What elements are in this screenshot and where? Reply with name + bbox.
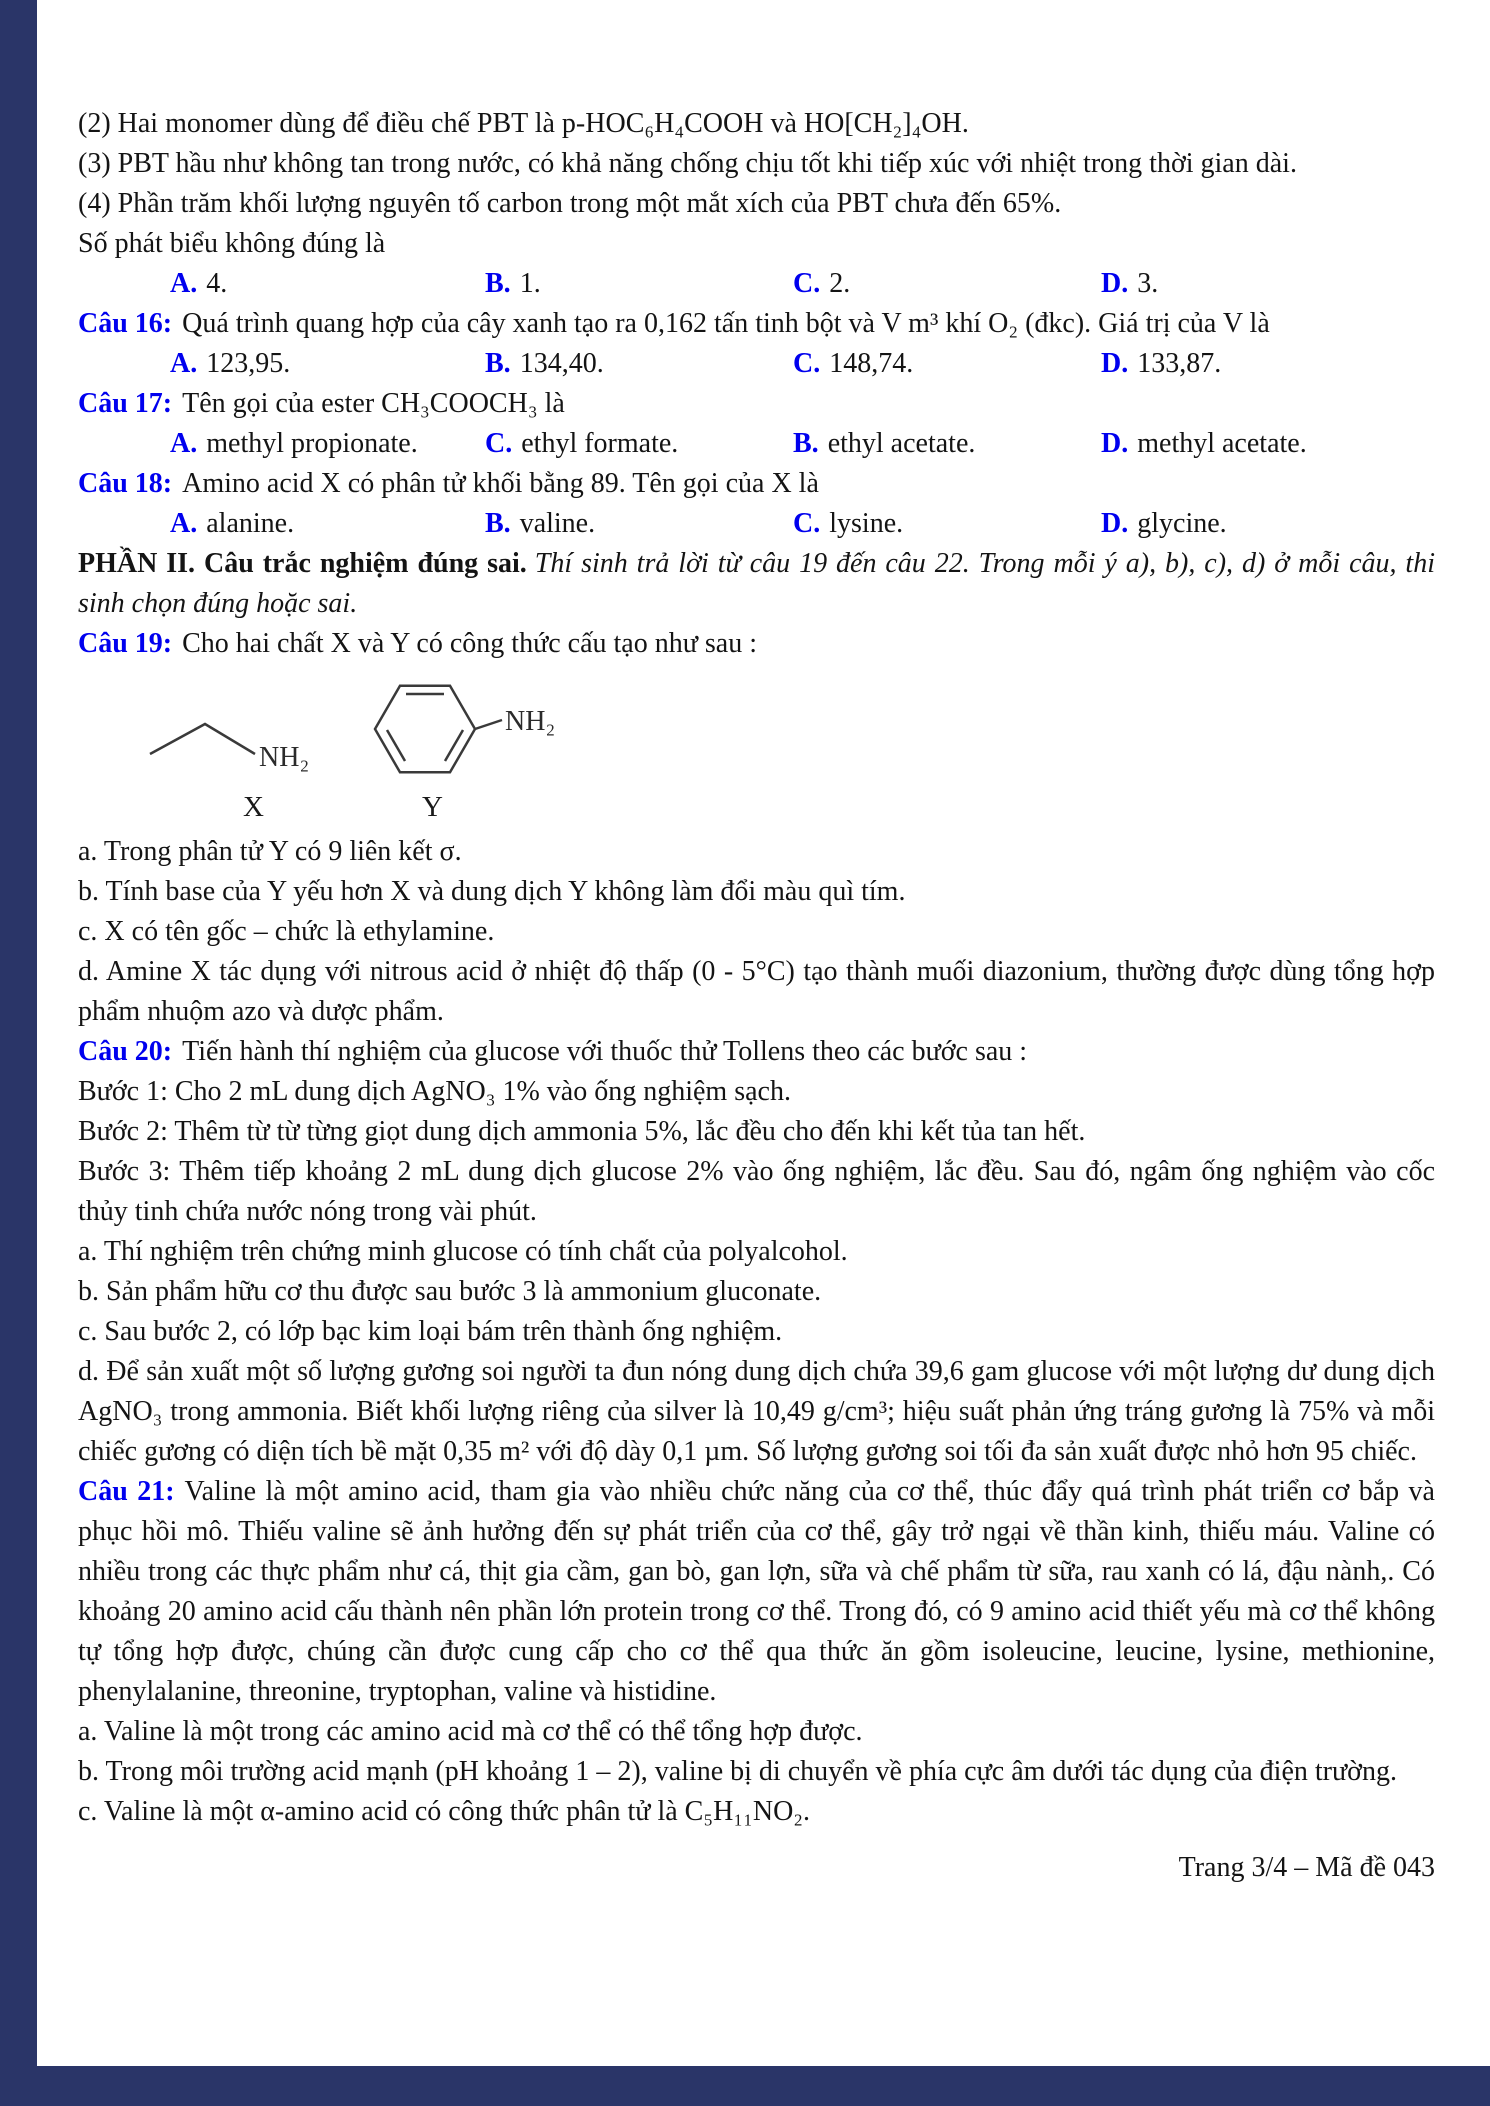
y-amine-group-label: NH₂ — [505, 706, 556, 737]
statement-4: (4) Phần trăm khối lượng nguyên tố carbon trong một mắt xích của PBT chưa đến 65%. — [78, 188, 1062, 219]
option-text: methyl acetate. — [1137, 428, 1307, 459]
statement-3: (3) PBT hầu như không tan trong nước, có khả năng chống chịu tốt khi tiếp xúc với nhiệt trong thời gian dài. — [78, 148, 1297, 179]
option-c — [793, 504, 1101, 544]
question-20-step-2: Bước 2: Thêm từ từ từng giọt dung dịch ammonia 5%, lắc đều cho đến khi kết tủa tan hết. — [78, 1116, 1086, 1147]
question-18-stem — [78, 464, 1435, 504]
option-letter: C. — [485, 428, 513, 459]
option-text: 1. — [519, 268, 541, 299]
x-label: X — [243, 791, 264, 823]
option-d — [1101, 424, 1435, 464]
option-text: ethyl acetate. — [827, 428, 976, 459]
question-15-stem: Số phát biểu không đúng là — [78, 228, 386, 259]
question-21-item-c: c. Valine là một α-amino acid có công thức phân tử là C₅H₁₁NO₂. — [78, 1796, 811, 1827]
question-17-text: Tên gọi của ester CH₃COOCH₃ là — [182, 388, 565, 419]
option-d — [1101, 504, 1435, 544]
question-17-options — [78, 424, 1435, 464]
question-20-step-3: Bước 3: Thêm tiếp khoảng 2 mL dung dịch glucose 2% vào ống nghiệm, lắc đều. Sau đó, ngâm ống nghiệm vào cốc thủy tinh chứa nước nóng trong vài phút. — [78, 1156, 1435, 1227]
question-18-options — [78, 504, 1435, 544]
option-a — [170, 504, 485, 544]
y-label: Y — [422, 791, 443, 823]
question-19-item-b: b. Tính base của Y yếu hơn X và dung dịch Y không làm đổi màu quì tím. — [78, 876, 906, 907]
question-19-item-d: d. Amine X tác dụng với nitrous acid ở nhiệt độ thấp (0 - 5°C) tạo thành muối diazonium, thường được dùng tổng hợp phẩm nhuộm azo và dược phẩm. — [78, 956, 1435, 1027]
option-text: 2. — [829, 268, 851, 299]
question-20-step-1: Bước 1: Cho 2 mL dung dịch AgNO₃ 1% vào ống nghiệm sạch. — [78, 1076, 791, 1107]
option-b — [485, 504, 793, 544]
option-a — [170, 344, 485, 384]
question-17-stem — [78, 384, 1435, 424]
option-b — [485, 344, 793, 384]
option-c — [793, 264, 1101, 304]
option-letter: B. — [485, 508, 511, 539]
question-16-options — [78, 344, 1435, 384]
page-footer: Trang 3/4 – Mã đề 043 — [1178, 1852, 1435, 1883]
option-letter: A. — [170, 268, 198, 299]
option-letter: C. — [793, 348, 821, 379]
question-21-text: Valine là một amino acid, tham gia vào nhiều chức năng của cơ thể, thúc đẩy quá trình phát triển cơ bắp và phục hồi mô. Thiếu valine sẽ ảnh hưởng đến sự phát triển của cơ thể, gây trở ngại về thần kinh, thiếu máu. Valine có nhiều trong các thực phẩm như cá, thịt gia cầm, gan bò, gan lợn, sữa và chế phẩm từ sữa, rau xanh có lá, đậu nành,. Có khoảng 20 amino acid cấu thành nên phần lớn protein trong cơ thể. Trong đó, có 9 amino acid thiết yếu mà cơ thể không tự tổng hợp được, chúng cần được cung cấp cho cơ thể qua thức ăn gồm isoleucine, leucine, lysine, methionine, phenylalanine, threonine, tryptophan, valine và histidine. — [78, 1476, 1435, 1707]
option-text: 133,87. — [1137, 348, 1222, 379]
option-letter: C. — [793, 268, 821, 299]
question-16-label: Câu 16: — [78, 308, 173, 339]
option-letter: D. — [1101, 428, 1129, 459]
option-letter: B. — [485, 348, 511, 379]
option-text: lysine. — [829, 508, 904, 539]
molecule-x-diagram — [150, 724, 309, 823]
molecule-y-diagram — [375, 686, 555, 823]
option-a — [170, 264, 485, 304]
option-letter: A. — [170, 348, 198, 379]
option-text: 148,74. — [829, 348, 914, 379]
question-18-text: Amino acid X có phân tử khối bằng 89. Tên gọi của X là — [182, 468, 819, 499]
option-text: ethyl formate. — [521, 428, 679, 459]
option-letter: C. — [793, 508, 821, 539]
option-text: methyl propionate. — [206, 428, 418, 459]
option-d — [1101, 264, 1435, 304]
option-letter: D. — [1101, 348, 1129, 379]
part2-instruction: Thí sinh trả lời từ câu 19 đến câu 22. Trong mỗi ý a), b), c), d) ở mỗi câu, thi sinh chọn đúng hoặc sai. — [78, 548, 1435, 619]
statement-2: (2) Hai monomer dùng để điều chế PBT là p-HOC₆H₄COOH và HO[CH₂]₄OH. — [78, 108, 969, 139]
option-text: 3. — [1137, 268, 1159, 299]
part2-heading — [78, 544, 1435, 624]
option-letter: A. — [170, 428, 198, 459]
question-19-stem — [78, 624, 1435, 664]
question-17-label: Câu 17: — [78, 388, 173, 419]
option-d — [1101, 344, 1435, 384]
question-15-options — [78, 264, 1435, 304]
option-a — [170, 424, 485, 464]
question-18-label: Câu 18: — [78, 468, 173, 499]
question-19-text: Cho hai chất X và Y có công thức cấu tạo như sau : — [182, 628, 758, 659]
question-16-text: Quá trình quang hợp của cây xanh tạo ra 0,162 tấn tinh bột và V m³ khí O₂ (đkc). Giá trị của V là — [182, 308, 1270, 339]
option-c — [793, 344, 1101, 384]
bottom-edge-bar — [0, 2066, 1490, 2106]
question-21-stem — [78, 1472, 1435, 1712]
question-21-label: Câu 21: — [78, 1476, 175, 1507]
option-letter: D. — [1101, 508, 1129, 539]
question-20-item-b: b. Sản phẩm hữu cơ thu được sau bước 3 là ammonium gluconate. — [78, 1276, 822, 1307]
question-19-structures — [78, 664, 1435, 832]
question-21-item-b: b. Trong môi trường acid mạnh (pH khoảng 1 – 2), valine bị di chuyển về phía cực âm dưới tác dụng của điện trường. — [78, 1756, 1397, 1787]
option-text: 134,40. — [519, 348, 604, 379]
option-c — [485, 424, 793, 464]
question-16-stem — [78, 304, 1435, 344]
x-amine-group-label: NH₂ — [259, 742, 310, 773]
option-letter: A. — [170, 508, 198, 539]
option-text: glycine. — [1137, 508, 1227, 539]
question-20-item-c: c. Sau bước 2, có lớp bạc kim loại bám trên thành ống nghiệm. — [78, 1316, 783, 1347]
option-text: 4. — [206, 268, 228, 299]
question-19-item-c: c. X có tên gốc – chức là ethylamine. — [78, 916, 495, 947]
question-19-label: Câu 19: — [78, 628, 173, 659]
question-19-item-a: a. Trong phân tử Y có 9 liên kết σ. — [78, 836, 462, 867]
option-letter: B. — [485, 268, 511, 299]
question-20-item-a: a. Thí nghiệm trên chứng minh glucose có tính chất của polyalcohol. — [78, 1236, 848, 1267]
option-b — [793, 424, 1101, 464]
question-20-text: Tiến hành thí nghiệm của glucose với thuốc thử Tollens theo các bước sau : — [182, 1036, 1028, 1067]
option-text: valine. — [519, 508, 596, 539]
molecule-diagrams — [78, 664, 778, 832]
question-20-stem — [78, 1032, 1435, 1072]
question-21-item-a: a. Valine là một trong các amino acid mà cơ thể có thể tổng hợp được. — [78, 1716, 863, 1747]
left-edge-bar — [0, 0, 37, 2106]
option-b — [485, 264, 793, 304]
option-letter: D. — [1101, 268, 1129, 299]
part2-title: PHẦN II. Câu trắc nghiệm đúng sai. — [78, 548, 527, 579]
question-20-label: Câu 20: — [78, 1036, 173, 1067]
question-20-item-d: d. Để sản xuất một số lượng gương soi người ta đun nóng dung dịch chứa 39,6 gam glucose với một lượng dư dung dịch AgNO₃ trong ammonia. Biết khối lượng riêng của silver là 10,49 g/cm³; hiệu suất phản ứng tráng gương là 75% và mỗi chiếc gương có diện tích bề mặt 0,35 m² với độ dày 0,1 µm. Số lượng gương soi tối đa sản xuất được nhỏ hơn 95 chiếc. — [78, 1356, 1435, 1467]
option-text: alanine. — [206, 508, 295, 539]
option-letter: B. — [793, 428, 819, 459]
option-text: 123,95. — [206, 348, 291, 379]
